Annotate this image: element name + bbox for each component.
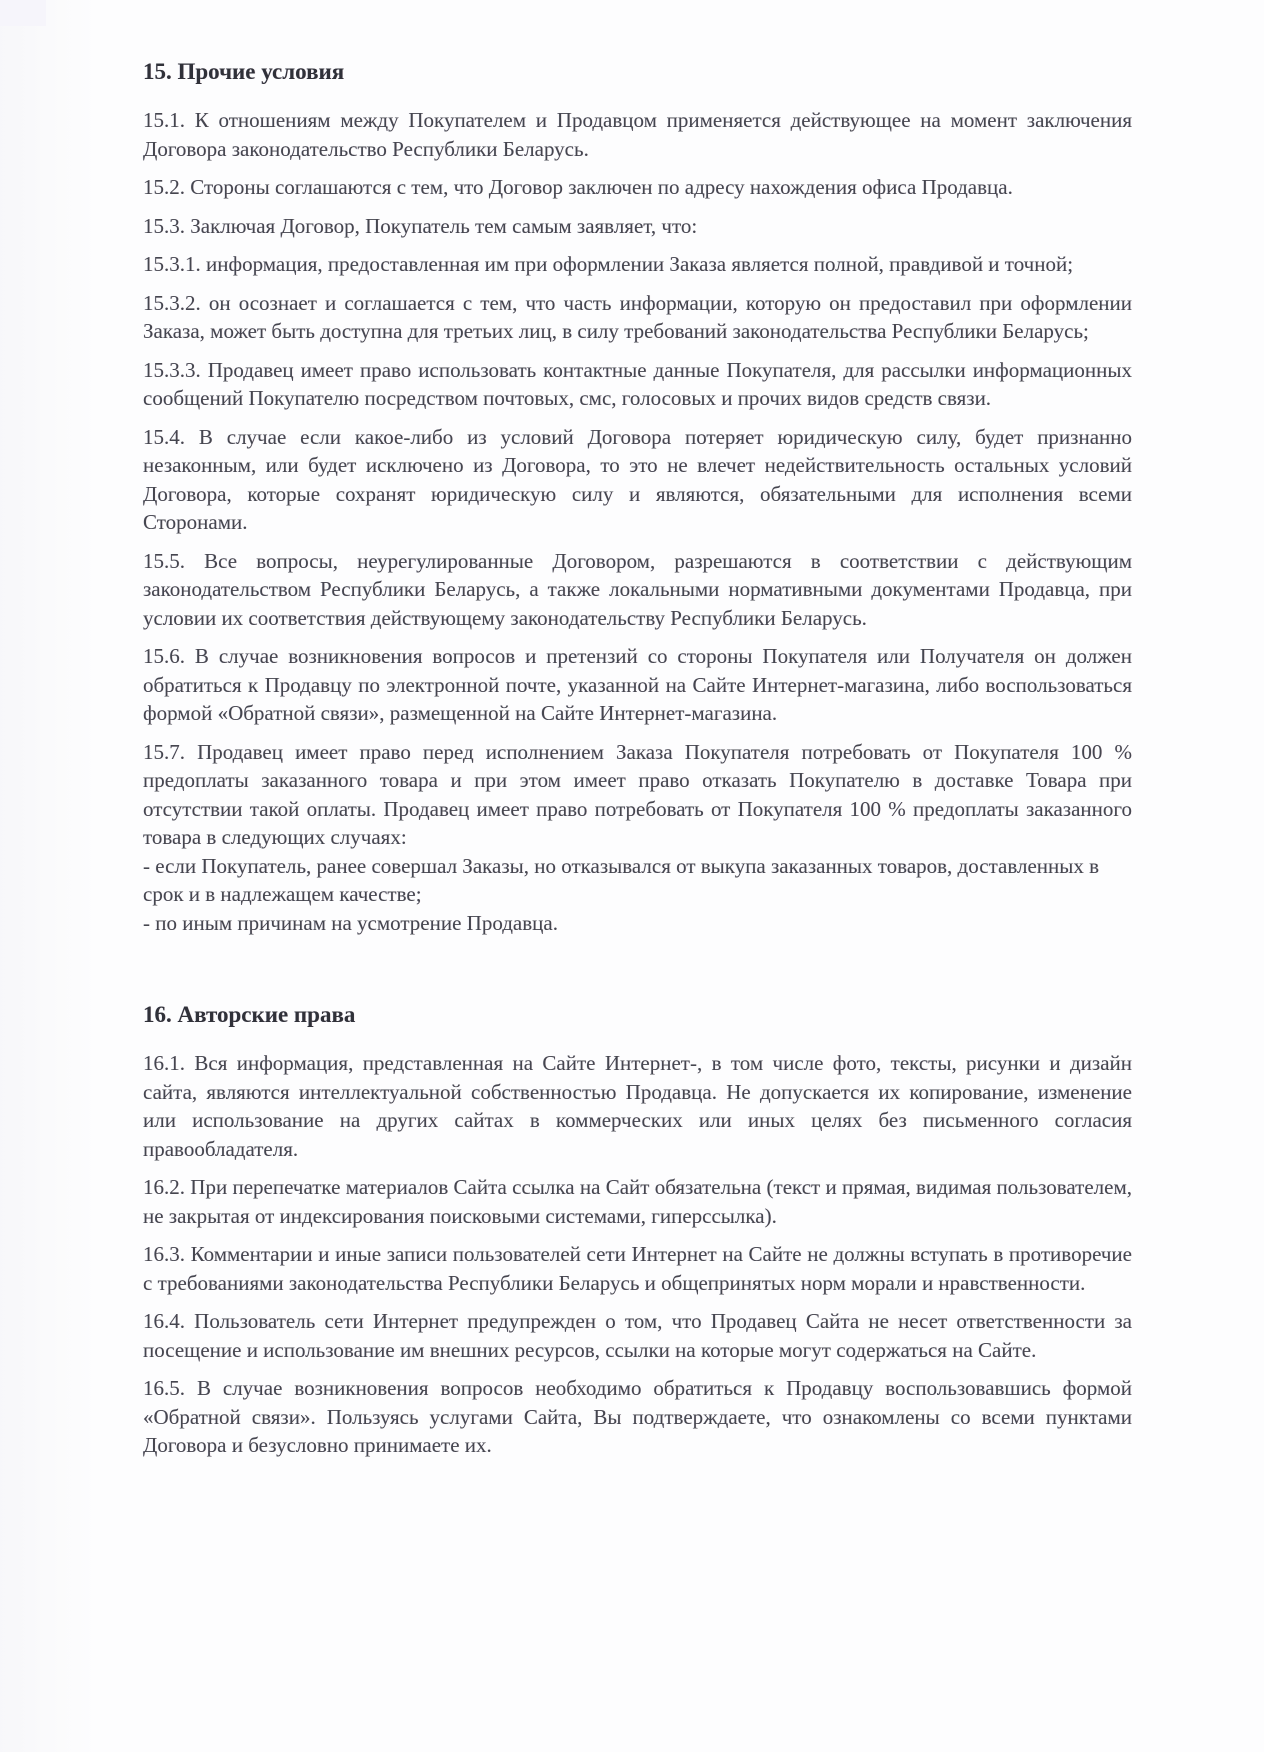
- dash-line: - если Покупатель, ранее совершал Заказы, но отказывался от выкупа заказанных товаров, доставленных в срок и в надлежащем качестве;: [143, 853, 1100, 906]
- paragraph-text: 15.3.2. он осознает и соглашается с тем, что часть информации, которую он предоставил при оформлении Заказа, может быть доступна для третьих лиц, в силу требований законодательства Республики Беларусь;: [143, 290, 1132, 343]
- paragraph: [143, 642, 1132, 728]
- paragraph-text: 15.7. Продавец имеет право перед исполнением Заказа Покупателя потребовать от Покупателя 100 % предоплаты заказанного товара и при этом имеет право отказать Покупателю в доставке Товара при отсутствии такой оплаты. Продавец имеет право потребовать от Покупателя 100 % предоплаты заказанного товара в следующих случаях:: [143, 739, 1132, 849]
- paragraph: [143, 1049, 1132, 1163]
- paragraph: [143, 173, 1132, 202]
- paragraph: [143, 289, 1132, 346]
- paragraph: [143, 106, 1132, 163]
- scan-artifact-top-left: [0, 0, 46, 26]
- document-content: [143, 58, 1132, 1470]
- paragraph: [143, 738, 1132, 938]
- section-heading: 15. Прочие условия: [143, 59, 345, 84]
- section-heading: 16. Авторские права: [143, 1002, 356, 1027]
- paragraph: [143, 547, 1132, 633]
- paragraph-text: 16.1. Вся информация, представленная на Сайте Интернет-, в том числе фото, тексты, рисунки и дизайн сайта, являются интеллектуальной собственностью Продавца. Не допускается их копирование, изменение или использование на других сайтах в коммерческих или иных целях без письменного согласия правообладателя.: [143, 1051, 1132, 1161]
- paragraph-text: 16.2. При перепечатке материалов Сайта ссылка на Сайт обязательна (текст и прямая, видимая пользователем, не закрытая от индексирования поисковыми системами, гиперссылка).: [143, 1175, 1132, 1228]
- paragraph: [143, 1173, 1132, 1230]
- paragraph-text: 16.5. В случае возникновения вопросов необходимо обратиться к Продавцу воспользовавшись формой «Обратной связи». Пользуясь услугами Сайта, Вы подтверждаете, что ознакомлены со всеми пунктами Договора и безусловно принимаете их.: [143, 1376, 1132, 1457]
- paragraph-text: 15.6. В случае возникновения вопросов и претензий со стороны Покупателя или Получателя он должен обратиться к Продавцу по электронной почте, указанной на Сайте Интернет-магазина, либо воспользоваться формой «Обратной связи», размещенной на Сайте Интернет-магазина.: [143, 644, 1132, 725]
- paragraph: [143, 212, 1132, 241]
- paragraph: [143, 356, 1132, 413]
- paragraph: [143, 1240, 1132, 1297]
- paragraph: [143, 250, 1132, 279]
- paragraph-text: 15.1. К отношениям между Покупателем и Продавцом применяется действующее на момент заключения Договора законодательство Республики Беларусь.: [143, 108, 1132, 161]
- paragraph-text: 15.3.3. Продавец имеет право использовать контактные данные Покупателя, для рассылки информационных сообщений Покупателю посредством почтовых, смс, голосовых и прочих видов средств связи.: [143, 357, 1132, 410]
- paragraph-text: 15.5. Все вопросы, неурегулированные Договором, разрешаются в соответствии с действующим законодательством Республики Беларусь, а также локальными нормативными документами Продавца, при условии их соответствия действующему законодательству Республики Беларусь.: [143, 548, 1132, 630]
- paragraph: [143, 1374, 1132, 1460]
- paragraph-text: 16.4. Пользователь сети Интернет предупрежден о том, что Продавец Сайта не несет ответственности за посещение и использование им внешних ресурсов, ссылки на которые могут содержаться на Сайте.: [143, 1309, 1132, 1362]
- paragraph-text: 15.4. В случае если какое-либо из условий Договора потеряет юридическую силу, будет признанно незаконным, или будет исключено из Договора, то это не влечет недействительность остальных условий Договора, которые сохранят юридическую силу и являются, обязательными для исполнения всеми Сторонами.: [143, 424, 1132, 534]
- scan-edge-shade: [0, 0, 96, 1752]
- paragraph-text: 15.2. Стороны соглашаются с тем, что Договор заключен по адресу нахождения офиса Продавца.: [143, 175, 1013, 199]
- paragraph-text: 15.3. Заключая Договор, Покупатель тем самым заявляет, что:: [143, 213, 698, 238]
- paragraph: [143, 423, 1132, 537]
- dash-line: - по иным причинам на усмотрение Продавца.: [143, 910, 558, 935]
- paragraph-text: 16.3. Комментарии и иные записи пользователей сети Интернет на Сайте не должны вступать в противоречие с требованиями законодательства Республики Беларусь и общепринятых норм морали и нравственности.: [143, 1242, 1132, 1295]
- paragraph: [143, 1307, 1132, 1364]
- paragraph-text: 15.3.1. информация, предоставленная им при оформлении Заказа является полной, правдивой и точной;: [143, 252, 1074, 276]
